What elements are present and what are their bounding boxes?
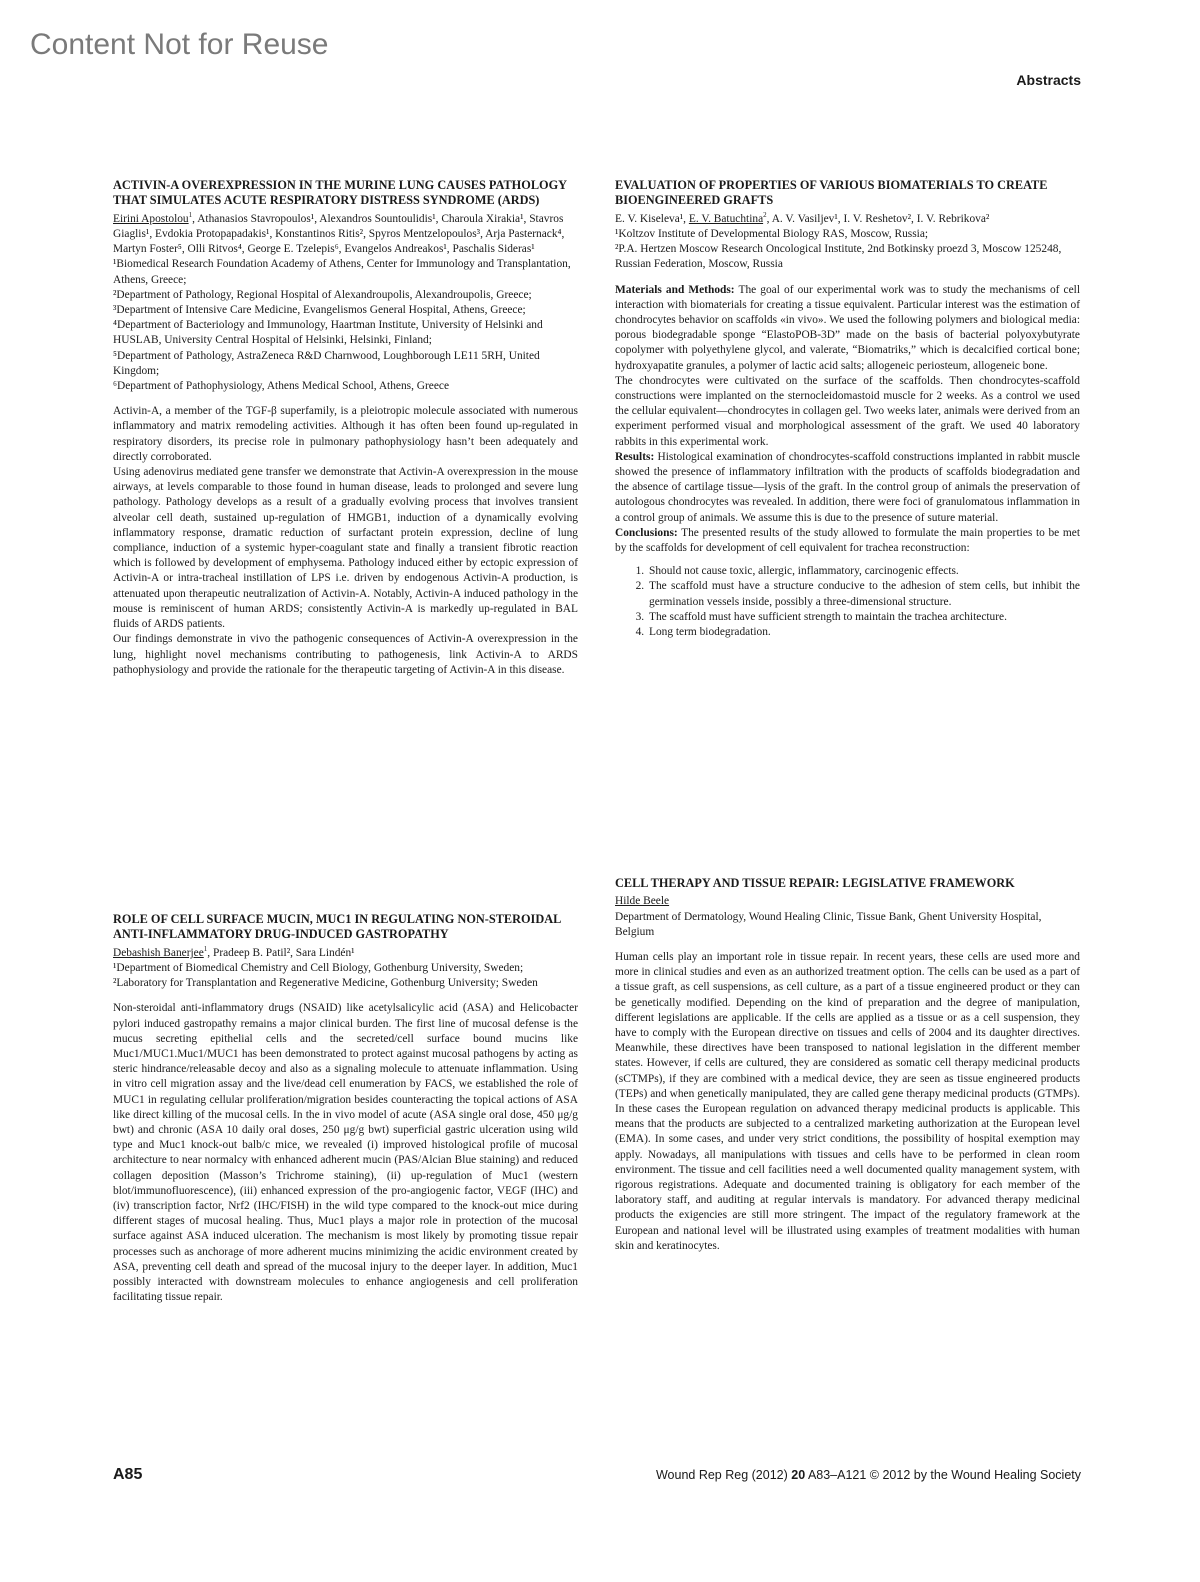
co-authors: E. V. Kiseleva¹, xyxy=(615,212,689,225)
affiliation: ¹Department of Biomedical Chemistry and Cell Biology, Gothenburg University, Sweden; xyxy=(113,962,524,975)
affiliation: ¹Koltzov Institute of Developmental Biology RAS, Moscow, Russia; xyxy=(615,228,929,241)
conclusions-label: Conclusions: xyxy=(615,526,678,539)
abstract-biomaterials xyxy=(615,178,1080,640)
affiliation: ²Laboratory for Transplantation and Regenerative Medicine, Gothenburg University; Sweden xyxy=(113,977,538,990)
volume: 20 xyxy=(791,1468,806,1482)
results-text: Histological examination of chondrocytes-scaffold constructions implanted in rabbit muscle showed the presence of inflammatory infiltration with the products of scaffolds biodegradation and the absence of cartilage tissue—lysis of the graft. In the control group of animals the preservation of autologous chondrocytes was revealed. In addition, there were foci of granulomatous inflammation in a control group of animals. We assume this is due to the presence of suture material. xyxy=(615,450,1080,524)
citation-footer xyxy=(656,1468,1081,1482)
list-item: 4. Long term biodegradation. xyxy=(647,625,1080,640)
presenting-author: Hilde Beele xyxy=(615,895,670,908)
methods-paragraph xyxy=(615,283,1080,374)
abstract-activin xyxy=(113,178,578,678)
abstract-title: ACTIVIN-A OVEREXPRESSION IN THE MURINE LUNG CAUSES PATHOLOGY THAT SIMULATES ACUTE RESPIRATORY DISTRESS SYNDROME (ARDS) xyxy=(113,178,567,208)
abstract-paragraph: Non-steroidal anti-inflammatory drugs (NSAID) like acetylsalicylic acid (ASA) and Helicobacter pylori induced gastropathy remains a major clinical burden. The first line of mucosal defense is the mucus secreting epithelial cells and the secreted/cell surface bound mucins like Muc1/MUC1.Muc1/MUC1 has been demonstrated to protect against mucosal pathogens by acting as steric hindrance/releasable decoy and also as a signaling molecule to attenuate inflammation. Using in vitro cell migration assay and the live/dead cell enumeration by FACS, we established the role of MUC1 in regulating cellular proliferation/migration besides counteracting the topical actions of ASA like direct killing of the mucosal cells. In the in vivo model of acute (ASA single oral dose, 450 μg/g bwt) and chronic (ASA 10 daily oral doses, 250 μg/g bwt) superficial gastric ulceration using wild type and Muc1 knock-out balb/c mice, we revealed (i) improved histological profile of mucosal architecture to near normalcy with enhanced adherent mucin (PAS/Alcian Blue staining) and reduced collagen deposition (Masson’s Trichrome staining), (ii) up-regulation of Muc1 (western blot/immunofluorescence), (iii) enhanced expression of the pro-angiogenic factor, VEGF (IHC) and (iv) transcription factor, Nrf2 (IHC/FISH) in the wild type compared to the knock-out mice during different stages of mucosal healing. Thus, Muc1 plays a major role in protection of the mucosal surface against ASA induced ulceration. The mechanism is most likely by promoting tissue repair processes such as anchorage of more adherent mucins minimizing the acidic environment created by ASA, preventing cell death and spread of the mucosal injury to the deeper layer. In addition, Muc1 possibly interacted with downstream molecules to enhance angiogenesis and cell proliferation facilitating tissue repair. xyxy=(113,1002,578,1304)
watermark: Content Not for Reuse xyxy=(30,28,329,61)
methods-label: Materials and Methods: xyxy=(615,283,735,296)
affiliation: ²Department of Pathology, Regional Hospital of Alexandroupolis, Alexandroupolis, Greece; xyxy=(113,288,532,301)
author-list xyxy=(615,894,1080,909)
abstract-title: CELL THERAPY AND TISSUE REPAIR: LEGISLATIVE FRAMEWORK xyxy=(615,876,1015,890)
methods-text: The goal of our experimental work was to study the mechanisms of cell interaction with biomaterials for creating a tissue equivalent. Particular interest was the estimation of chondrocytes behavior on scaffolds «in vivo». We used the following polymers and biological media: porous biodegradable sponge “ElastoPOB-3D” made on the basis of bacterial polyoxybutyrate copolymer with polyethylene glycol, and valerate, “Biomatriks,” which is decalcified cortical bone; hydroxyapatite granules, a polymer of lactic acid salts; allogeneic periosteum, allogeneic bone. xyxy=(615,283,1080,372)
abstract-paragraph: Activin-A, a member of the TGF-β superfamily, is a pleiotropic molecule associated with numerous inflammatory and matrix remodeling activities. Although it has often been found up-regulated in respiratory disorders, its precise role in pulmonary pathophysiology hasn’t been adequately and directly corroborated. xyxy=(113,405,578,463)
page-number: A85 xyxy=(113,1466,143,1483)
affiliation: ²P.A. Hertzen Moscow Research Oncological Institute, 2nd Botkinsky proezd 3, Moscow 125248, Russian Federation, Moscow, Russia xyxy=(615,243,1062,271)
co-authors: A. V. Vasiljev¹, I. V. Reshetov², I. V. Rebrikova² xyxy=(771,212,990,225)
affiliation: ¹Biomedical Research Foundation Academy of Athens, Center for Immunology and Transplantation, Athens, Greece; xyxy=(113,258,571,286)
results-label: Results: xyxy=(615,450,655,463)
author-list: Eirini Apostolou$^1$, Athanasios Stavropoulos¹, Alexandros Sountoulidis¹, Charoula Xirakia¹, Stavros Giaglis¹, Evdokia Protopapadakis¹, Konstantinos Ritis², Spyros Mentzelopoulos³, Arja Pasternack⁴, Martyn Foster⁵, Olli Ritvos⁴, George E. Tzelepis⁶, Evangelos Andreakos¹, Paschalis Sideras¹ xyxy=(113,211,565,256)
pages-copyright: A83–A121 © 2012 by the Wound Healing Society xyxy=(805,1468,1081,1482)
journal-name: Wound Rep Reg (2012) xyxy=(655,1468,792,1482)
abstract-cell-therapy xyxy=(615,876,1080,1254)
abstract-paragraph: The chondrocytes were cultivated on the surface of the scaffolds. Then chondrocytes-scaffold constructions were implanted on the sternocleidomastoid muscle for 2 weeks. As a control we used the cellular equivalent—chondrocytes in collagen gel. Two weeks later, animals were derived from an experiment performed visual and morphological assessment of the graft. We used 40 laboratory rabbits in this experimental work. xyxy=(615,374,1080,448)
presenting-author: Eirini Apostolou xyxy=(113,212,189,225)
affiliation: Department of Dermatology, Wound Healing Clinic, Tissue Bank, Ghent University Hospital, Belgium xyxy=(615,910,1042,938)
co-authors: Athanasios Stavropoulos¹, Alexandros Sountoulidis¹, Charoula Xirakia¹, Stavros Giaglis¹, Evdokia Protopapadakis¹, Konstantinos Ritis², Spyros Mentzelopoulos³, Arja Pasternack⁴, Martyn Foster⁵, Olli Ritvos⁴, George E. Tzelepis⁶, Evangelos Andreakos¹, Paschalis Sideras¹ xyxy=(113,212,565,256)
list-item: 2. The scaffold must have a structure conducive to the adhesion of stem cells, but inhibit the germination vessels inside, possibly a three-dimensional structure. xyxy=(647,579,1080,609)
presenting-author: E. V. Batuchtina xyxy=(688,212,764,225)
abstract-paragraph: Our findings demonstrate in vivo the pathogenic consequences of Activin-A overexpression in the lung, highlight novel mechanisms contributing to pathogenesis, link Activin-A to ARDS pathophysiology and provide the rationale for the therapeutic targeting of Activin-A in this disease. xyxy=(113,633,578,676)
abstract-title: EVALUATION OF PROPERTIES OF VARIOUS BIOMATERIALS TO CREATE BIOENGINEERED GRAFTS xyxy=(615,178,1048,208)
abstract-muc1 xyxy=(113,912,578,1305)
author-list: Debashish Banerjee$^1$, Pradeep B. Patil², Sara Lindén¹ xyxy=(113,945,355,959)
affiliation: ⁶Department of Pathophysiology, Athens Medical School, Athens, Greece xyxy=(113,380,450,393)
conclusions-text: The presented results of the study allowed to formulate the main properties to be met by the scaffolds for development of cell equivalent for trachea reconstruction: xyxy=(615,526,1080,555)
affiliation: ³Department of Intensive Care Medicine, Evangelismos General Hospital, Athens, Greece; xyxy=(113,304,526,317)
co-authors: Pradeep B. Patil², Sara Lindén¹ xyxy=(212,946,355,959)
results-paragraph xyxy=(615,450,1080,526)
abstract-title: ROLE OF CELL SURFACE MUCIN, MUC1 IN REGULATING NON-STEROIDAL ANTI-INFLAMMATORY DRUG-INDUCED GASTROPATHY xyxy=(113,912,561,942)
abstract-paragraph: Using adenovirus mediated gene transfer we demonstrate that Activin-A overexpression in the mouse airways, at levels comparable to those found in human disease, leads to prolonged and severe lung pathology. Pathology develops as a result of a gradually evolving process that involves transient alveolar cell death, sustained up-regulation of HMGB1, induction of a dynamically evolving inflammatory response, dramatic reduction of surfactant protein expression, decline of lung compliance, induction of a systemic hyper-coagulant state and finally a transient fibrotic reaction which is followed by development of emphysema. Pathology induced either by ectopic expression of Activin-A or intra-tracheal instillation of LPS i.e. driven by endogenous Activin-A production, is attenuated upon therapeutic neutralization of Activin-A. Notably, Activin-A induced pathology in the mouse is reminiscent of human ARDS; consistently Activin-A is markedly up-regulated in BAL fluids of ARDS patients. xyxy=(113,466,578,631)
list-item: 3. The scaffold must have sufficient strength to maintain the trachea architecture. xyxy=(647,610,1080,625)
presenting-author: Debashish Banerjee xyxy=(113,946,204,959)
abstract-paragraph: Human cells play an important role in tissue repair. In recent years, these cells are used more and more in clinical studies and even as an authorized treatment option. The cells can be used as a part of a tissue graft, as cell suspensions, as cell culture, as a part of a tissue engineered product or they can be genetically modified. Depending on the kind of preparation and the degree of manipulation, different legislations are applicable. If the cells are applied as a tissue or as a cell suspension, they have to comply with the European directive on tissues and cells of 2004 and its daughter directives. Meanwhile, these directives have been transposed to national legislation in the different member states. However, if cells are cultured, they are considered as somatic cell therapy medicinal products (sCTMPs), if they are combined with a medical device, they are seen as tissue engineered products (TEPs) and when genetically manipulated, they are called gene therapy medicinal products (GTMPs). In these cases the European regulation on advanced therapy medicinal products is applicable. This means that the products are subjected to a centralized marketing authorization at the European level (EMA). In some cases, and under very strict conditions, the possibility of hospital exemption may apply. Nowadays, all manipulations with tissues and cells have to be performed in clean room environment. The tissue and cell facilities need a well documented quality management system, with rigorous registrations. Adequate and documented training is obligatory for each member of the laboratory staff, and auditing at regular intervals is mandatory. For advanced therapy medicinal products the exigencies are still more stringent. The impact of the regulatory framework at the European and national level will be illustrated using examples of treatment modalities with human skin and keratinocytes. xyxy=(615,951,1080,1252)
author-list: E. V. Kiseleva¹, E. V. Batuchtina$^2$, A. V. Vasiljev¹, I. V. Reshetov², I. V. Rebrikova² xyxy=(615,211,990,225)
conclusions-paragraph xyxy=(615,526,1080,556)
affiliation: ⁴Department of Bacteriology and Immunology, Haartman Institute, University of Helsinki and HUSLAB, University Central Hospital of Helsinki, Helsinki, Finland; xyxy=(113,319,543,347)
affiliation: ⁵Department of Pathology, AstraZeneca R&D Charnwood, Loughborough LE11 5RH, United Kingdom; xyxy=(113,349,540,377)
list-item: 1. Should not cause toxic, allergic, inflammatory, carcinogenic effects. xyxy=(647,564,1080,579)
section-header: Abstracts xyxy=(1016,72,1081,88)
properties-list xyxy=(615,564,1080,640)
